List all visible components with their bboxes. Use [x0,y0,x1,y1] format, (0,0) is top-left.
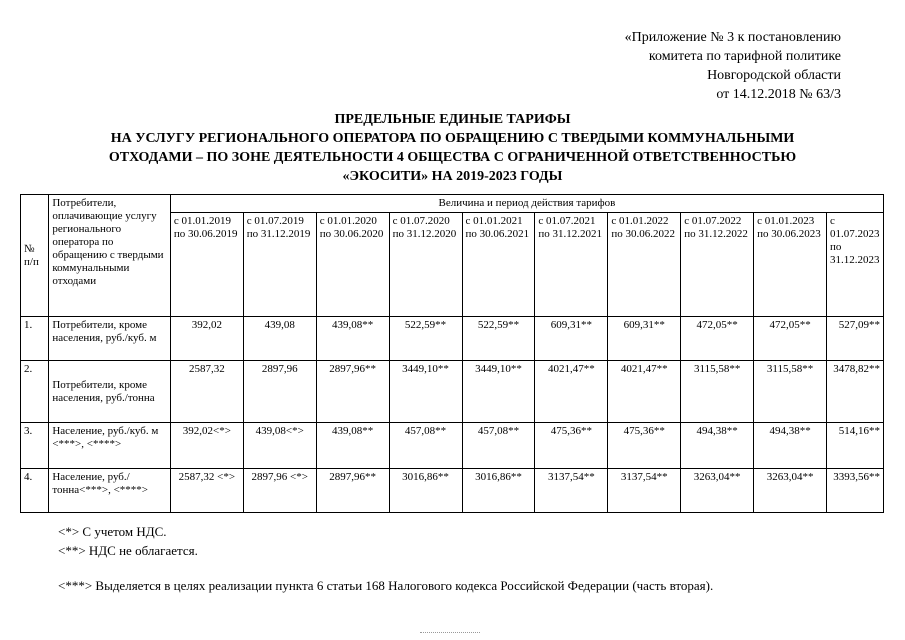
tariff-value: 457,08** [462,423,535,469]
tariff-value: 3115,58** [754,361,827,423]
tariff-value: 439,08<*> [243,423,316,469]
consumer-cell: Население, руб./тонна<***>, <****> [49,469,171,513]
row-number: 3. [21,423,49,469]
tariff-value: 3393,56** [827,469,884,513]
tariff-value: 3115,58** [681,361,754,423]
tariff-value: 392,02<*> [170,423,243,469]
tariff-value: 439,08 [243,317,316,361]
tariff-value: 494,38** [754,423,827,469]
column-header-consumers: Потребители, оплачивающие услугу регионального оператора по обращению с твердыми коммунальными отходами [49,195,171,317]
consumer-cell: Потребители, кроме населения, руб./тонна [49,361,171,423]
tariff-value: 609,31** [535,317,608,361]
footnote-vat-exempt: <**> НДС не облагается. [58,543,198,558]
tariff-value: 3137,54** [608,469,681,513]
period-header: с 01.01.2019 по 30.06.2019 [170,213,243,317]
period-header: с 01.07.2020 по 31.12.2020 [389,213,462,317]
title-line: «ЭКОСИТИ» НА 2019-2023 ГОДЫ [342,169,563,184]
period-header: с 01.01.2020 по 30.06.2020 [316,213,389,317]
tariff-value: 2897,96 [243,361,316,423]
appendix-line: комитета по тарифной политике [648,49,841,64]
page-bottom-divider [420,632,480,635]
appendix-line: «Приложение № 3 к постановлению [624,30,841,45]
document-title [40,110,865,186]
tariff-value: 475,36** [535,423,608,469]
footnotes [58,522,713,595]
consumer-cell: Население, руб./куб. м <***>, <****> [49,423,171,469]
period-header: с 01.07.2019 по 31.12.2019 [243,213,316,317]
consumer-cell: Потребители, кроме населения, руб./куб. м [49,317,171,361]
period-header: с 01.01.2023 по 30.06.2023 [754,213,827,317]
appendix-line: Новгородской области [707,68,841,83]
title-line: ОТХОДАМИ – ПО ЗОНЕ ДЕЯТЕЛЬНОСТИ 4 ОБЩЕСТВА С ОГРАНИЧЕННОЙ ОТВЕТСТВЕННОСТЬЮ [108,150,797,165]
table-row [21,469,884,513]
tariff-value: 2897,96** [316,361,389,423]
tariff-value: 3263,04** [681,469,754,513]
period-header: с 01.07.2022 по 31.12.2022 [681,213,754,317]
period-header: с 01.01.2022 по 30.06.2022 [608,213,681,317]
table-row [21,361,884,423]
tariff-value: 439,08** [316,423,389,469]
tariff-value: 457,08** [389,423,462,469]
title-line: ПРЕДЕЛЬНЫЕ ЕДИНЫЕ ТАРИФЫ [334,112,571,127]
tariff-value: 3478,82** [827,361,884,423]
tariff-table [20,194,884,513]
table-row [21,317,884,361]
tariff-value: 3263,04** [754,469,827,513]
period-header: с 01.07.2021 по 31.12.2021 [535,213,608,317]
tariff-value: 439,08** [316,317,389,361]
tariff-value: 2897,96** [316,469,389,513]
tariff-value: 2897,96 <*> [243,469,316,513]
column-group-header: Величина и период действия тарифов [170,195,883,213]
tariff-value: 4021,47** [535,361,608,423]
tariff-value: 494,38** [681,423,754,469]
tariff-value: 475,36** [608,423,681,469]
tariff-value: 3449,10** [462,361,535,423]
tariff-value: 514,16** [827,423,884,469]
footnote-vat-included: <*> С учетом НДС. [58,524,167,539]
row-number: 4. [21,469,49,513]
row-number: 2. [21,361,49,423]
tariff-value: 2587,32 <*> [170,469,243,513]
tariff-value: 522,59** [462,317,535,361]
tariff-value: 472,05** [681,317,754,361]
tariff-value: 392,02 [170,317,243,361]
tariff-value: 3137,54** [535,469,608,513]
footnote-spacer [58,560,713,576]
tariff-value: 472,05** [754,317,827,361]
column-header-number: № п/п [21,195,49,317]
tariff-value: 609,31** [608,317,681,361]
table-header-row [21,195,884,213]
tariff-value: 522,59** [389,317,462,361]
row-number: 1. [21,317,49,361]
footnote-separate-vat: <***> Выделяется в целях реализации пункта 6 статьи 168 Налогового кодекса Российской Федерации (часть вторая). [58,578,714,593]
title-line: НА УСЛУГУ РЕГИОНАЛЬНОГО ОПЕРАТОРА ПО ОБРАЩЕНИЮ С ТВЕРДЫМИ КОММУНАЛЬНЫМИ [110,131,795,146]
appendix-header [625,28,841,104]
tariff-value: 3016,86** [462,469,535,513]
tariff-value: 3449,10** [389,361,462,423]
table-row [21,423,884,469]
tariff-value: 527,09** [827,317,884,361]
appendix-line: от 14.12.2018 № 63/3 [716,87,841,102]
tariff-value: 4021,47** [608,361,681,423]
period-header: с 01.07.2023 по 31.12.2023 [827,213,884,317]
period-header: с 01.01.2021 по 30.06.2021 [462,213,535,317]
tariff-value: 3016,86** [389,469,462,513]
tariff-value: 2587,32 [170,361,243,423]
